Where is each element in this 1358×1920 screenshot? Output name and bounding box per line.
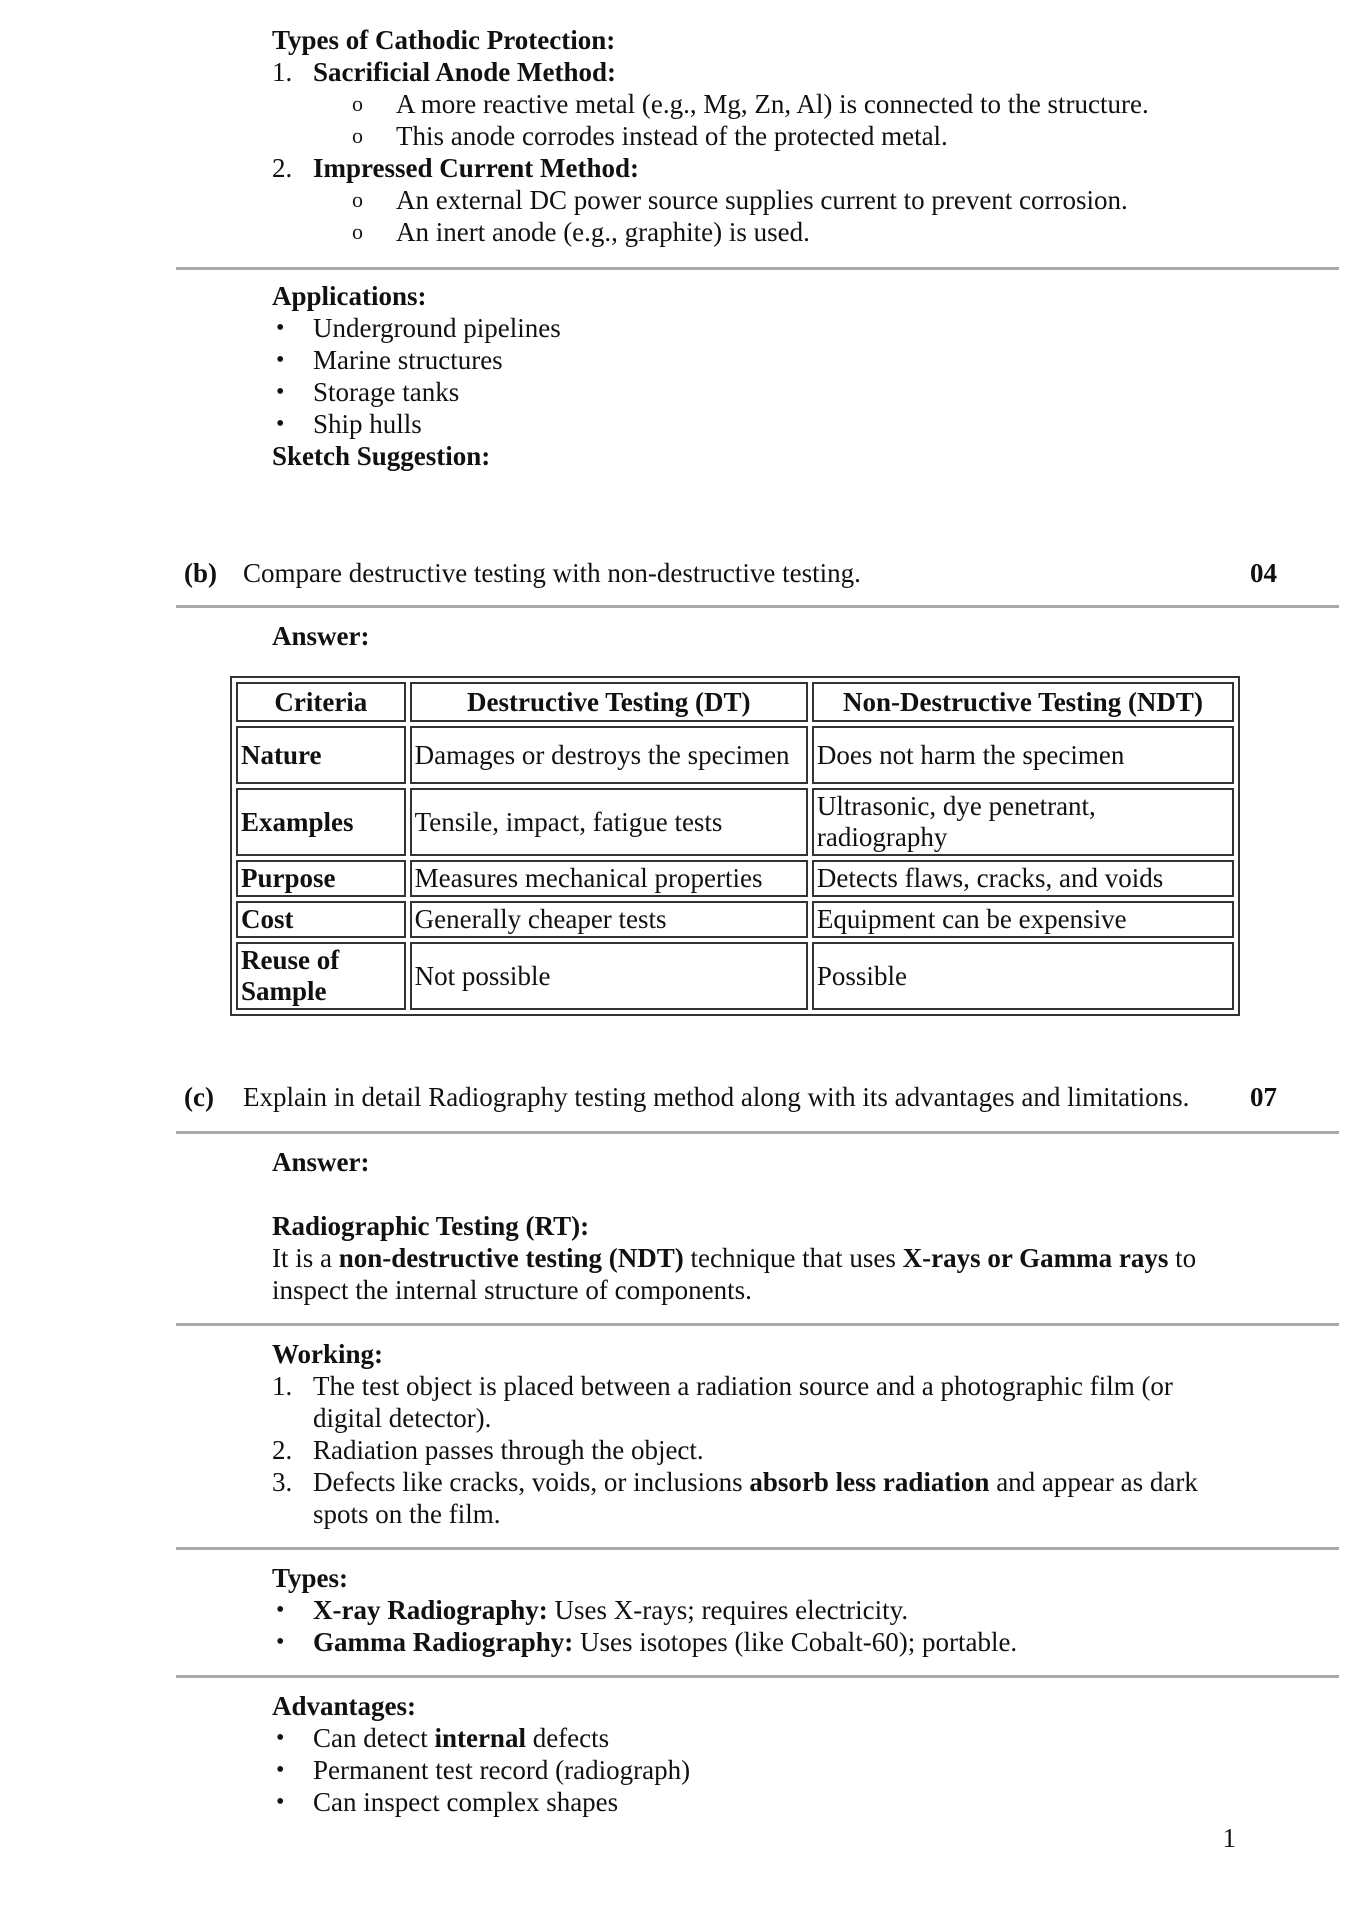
rt-heading: Radiographic Testing (RT): xyxy=(272,1211,590,1241)
text-run: It is a xyxy=(272,1243,339,1273)
table-header: Destructive Testing (DT) xyxy=(410,682,808,722)
section-divider xyxy=(176,1323,1339,1326)
table-row xyxy=(236,726,1234,784)
table-cell: Reuse of Sample xyxy=(236,942,406,1010)
table-cell: Cost xyxy=(236,901,406,938)
section-divider xyxy=(176,1131,1339,1134)
question-text: Explain in detail Radiography testing method along with its advantages and limitations. xyxy=(243,1082,1190,1112)
circle-bullet-icon: o xyxy=(352,187,363,212)
bullet-icon: • xyxy=(276,347,285,373)
sketch-suggestion-label: Sketch Suggestion: xyxy=(272,441,491,471)
bullet-icon: • xyxy=(276,379,285,405)
list-number: 2. xyxy=(272,1435,293,1465)
list-item: A more reactive metal (e.g., Mg, Zn, Al) is connected to the structure. xyxy=(396,89,1149,119)
bullet-icon: • xyxy=(276,1629,285,1655)
text-run: to xyxy=(1168,1243,1197,1273)
text-run: and appear as dark xyxy=(989,1467,1198,1497)
question-marks: 04 xyxy=(1250,558,1277,588)
rt-definition-line2: inspect the internal structure of components. xyxy=(272,1275,752,1305)
table-cell: Purpose xyxy=(236,860,406,897)
list-item: Storage tanks xyxy=(313,377,460,407)
list-number: 2. xyxy=(272,153,293,183)
table-cell: Does not harm the specimen xyxy=(812,726,1234,784)
list-item xyxy=(313,1466,1198,1498)
absorb-emphasis: absorb less radiation xyxy=(749,1467,990,1497)
list-item-continuation: digital detector). xyxy=(313,1403,492,1433)
table-cell: Damages or destroys the specimen xyxy=(410,726,808,784)
list-item: This anode corrodes instead of the protected metal. xyxy=(396,121,948,151)
applications-heading: Applications: xyxy=(272,281,427,311)
advantages-heading: Advantages: xyxy=(272,1691,417,1721)
table-row xyxy=(236,942,1234,1010)
rt-definition-line1 xyxy=(272,1242,1196,1274)
circle-bullet-icon: o xyxy=(352,123,363,148)
ndt-emphasis: non-destructive testing (NDT) xyxy=(338,1243,684,1273)
rays-emphasis: X-rays or Gamma rays xyxy=(902,1243,1169,1273)
section-divider xyxy=(176,1675,1339,1678)
table-cell: Possible xyxy=(812,942,1234,1010)
bullet-icon: • xyxy=(276,1757,285,1783)
bullet-icon: • xyxy=(276,1789,285,1815)
list-item xyxy=(313,1626,1017,1658)
table-cell: Measures mechanical properties xyxy=(410,860,808,897)
text-run: Defects like cracks, voids, or inclusions xyxy=(313,1467,750,1497)
section-divider xyxy=(176,605,1339,608)
question-label: (b) xyxy=(184,558,217,588)
list-item: An inert anode (e.g., graphite) is used. xyxy=(396,217,810,247)
bullet-icon: • xyxy=(276,1725,285,1751)
table-cell: Equipment can be expensive xyxy=(812,901,1234,938)
list-item xyxy=(313,1722,609,1754)
list-item: Marine structures xyxy=(313,345,503,375)
table-row xyxy=(236,788,1234,856)
cathodic-heading: Types of Cathodic Protection: xyxy=(272,25,616,55)
list-item: Radiation passes through the object. xyxy=(313,1435,704,1465)
list-item: Underground pipelines xyxy=(313,313,561,343)
question-text: Compare destructive testing with non-destructive testing. xyxy=(243,558,861,588)
question-marks: 07 xyxy=(1250,1082,1277,1112)
types-heading: Types: xyxy=(272,1563,349,1593)
bullet-icon: • xyxy=(276,411,285,437)
table-cell: Examples xyxy=(236,788,406,856)
list-item xyxy=(313,1594,908,1626)
list-number: 1. xyxy=(272,1371,293,1401)
circle-bullet-icon: o xyxy=(352,91,363,116)
list-item-continuation: spots on the film. xyxy=(313,1499,501,1529)
internal-emphasis: internal xyxy=(434,1723,526,1753)
section-divider xyxy=(176,267,1339,270)
text-run: Can detect xyxy=(313,1723,435,1753)
list-item: Permanent test record (radiograph) xyxy=(313,1755,691,1785)
text-run: defects xyxy=(525,1723,610,1753)
comparison-table xyxy=(230,676,1240,1016)
gamma-term: Gamma Radiography: xyxy=(313,1627,574,1657)
question-label: (c) xyxy=(184,1082,214,1112)
page-number: 1 xyxy=(1222,1823,1236,1853)
bullet-icon: • xyxy=(276,315,285,341)
table-cell: Tensile, impact, fatigue tests xyxy=(410,788,808,856)
table-cell: Generally cheaper tests xyxy=(410,901,808,938)
circle-bullet-icon: o xyxy=(352,219,363,244)
table-row xyxy=(236,860,1234,897)
list-item: Ship hulls xyxy=(313,409,422,439)
list-item: An external DC power source supplies current to prevent corrosion. xyxy=(396,185,1128,215)
sacrificial-anode-title: Sacrificial Anode Method: xyxy=(313,57,616,87)
list-number: 1. xyxy=(272,57,293,87)
text-run: Uses X-rays; requires electricity. xyxy=(547,1595,909,1625)
text-run: Uses isotopes (like Cobalt-60); portable. xyxy=(573,1627,1018,1657)
answer-label: Answer: xyxy=(272,1147,370,1177)
working-heading: Working: xyxy=(272,1339,384,1369)
table-header-row xyxy=(236,682,1234,722)
table-row xyxy=(236,901,1234,938)
bullet-icon: • xyxy=(276,1597,285,1623)
xray-term: X-ray Radiography: xyxy=(313,1595,548,1625)
table-header: Criteria xyxy=(236,682,406,722)
table-cell: Not possible xyxy=(410,942,808,1010)
section-divider xyxy=(176,1547,1339,1550)
table-cell: Nature xyxy=(236,726,406,784)
list-item: The test object is placed between a radiation source and a photographic film (or xyxy=(313,1371,1173,1401)
table-cell: Detects flaws, cracks, and voids xyxy=(812,860,1234,897)
table-header: Non-Destructive Testing (NDT) xyxy=(812,682,1234,722)
text-run: technique that uses xyxy=(683,1243,903,1273)
impressed-current-title: Impressed Current Method: xyxy=(313,153,639,183)
table-cell: Ultrasonic, dye penetrant, radiography xyxy=(812,788,1234,856)
list-item: Can inspect complex shapes xyxy=(313,1787,619,1817)
list-number: 3. xyxy=(272,1467,293,1497)
answer-label: Answer: xyxy=(272,621,370,651)
